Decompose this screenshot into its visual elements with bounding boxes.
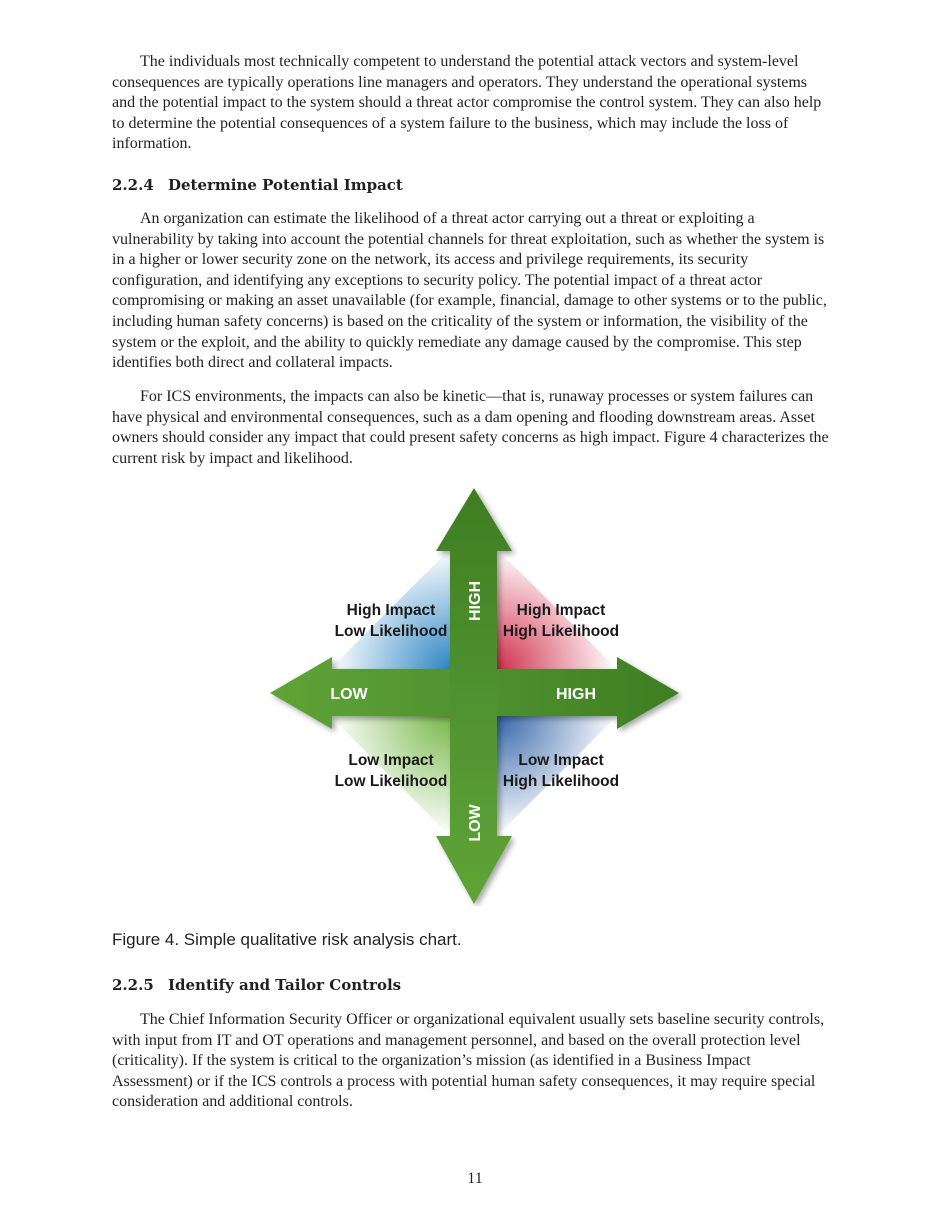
paragraph-likelihood: An organization can estimate the likelihood of a threat actor carrying out a threat or exploiting a vulnerability by taking into account the potential channels for threat exploitation, such as whether the system is in a higher or lower security zone on the network, its access and privilege requirements, its security configuration, and identifying any exceptions to security policy. The potential impact of a threat actor compromising or making an asset unavailable (for example, financial, damage to other systems or to the public, including human safety concerns) is based on the criticality of the system or information, the visibility of the system or the exploit, and the ability to quickly remediate any damage caused by the compromise. This step identifies both direct and collateral impacts. — [112, 210, 827, 372]
figure-caption: Figure 4. Simple qualitative risk analysis chart. — [112, 930, 462, 949]
label-top-right-line2: High Likelihood — [502, 623, 620, 640]
paragraph-ics-impacts: For ICS environments, the impacts can also be kinetic—that is, runaway processes or system failures can have physical and environmental consequences, such as a dam opening and flooding downstream areas. Asset owners should consider any impact that could present safety concerns as high impact. Figure 4 characterizes the current risk by impact and likelihood. — [112, 388, 829, 467]
axis-label-impact-low: LOW — [467, 804, 484, 842]
label-top-left-line2: Low Likelihood — [334, 623, 448, 640]
label-bottom-right-line1: Low Impact — [518, 752, 604, 769]
paragraph-ciso-controls: The Chief Information Security Officer or organizational equivalent usually sets baseline security controls, with input from IT and OT operations and management personnel, and based on the overall protection level (criticality). If the system is critical to the organization’s mission (as identified in a Business Impact Assessment) or if the ICS controls a process with potential human safety consequences, it may require special consideration and additional controls. — [112, 1011, 825, 1111]
section-title: Determine Potential Impact — [168, 176, 403, 194]
page-number: 11 — [467, 1170, 483, 1187]
axis-label-impact-high: HIGH — [467, 581, 484, 621]
risk-analysis-chart — [265, 486, 685, 906]
paragraph-operators: The individuals most technically competent to understand the potential attack vectors and system-level consequences are typically operations line managers and operators. They understand the operational systems and the potential impact to the system should a threat actor compromise the control system. They can also help to determine the potential consequences of a system failure to the business, which may include the loss of information. — [112, 53, 822, 153]
section-number: 2.2.5 — [112, 976, 154, 994]
section-number: 2.2.4 — [112, 176, 154, 194]
label-top-left-line1: High Impact — [346, 602, 436, 619]
axis-label-likelihood-low: LOW — [330, 686, 368, 703]
axis-label-likelihood-high: HIGH — [556, 686, 596, 703]
label-bottom-left-line2: Low Likelihood — [334, 773, 448, 790]
label-bottom-left-line1: Low Impact — [348, 752, 434, 769]
label-top-right-line1: High Impact — [516, 602, 606, 619]
label-bottom-right-line2: High Likelihood — [502, 773, 620, 790]
section-title: Identify and Tailor Controls — [168, 976, 402, 994]
section-heading-2-2-5 — [112, 975, 401, 995]
risk-chart-svg — [265, 486, 685, 906]
section-heading-2-2-4 — [112, 175, 403, 195]
